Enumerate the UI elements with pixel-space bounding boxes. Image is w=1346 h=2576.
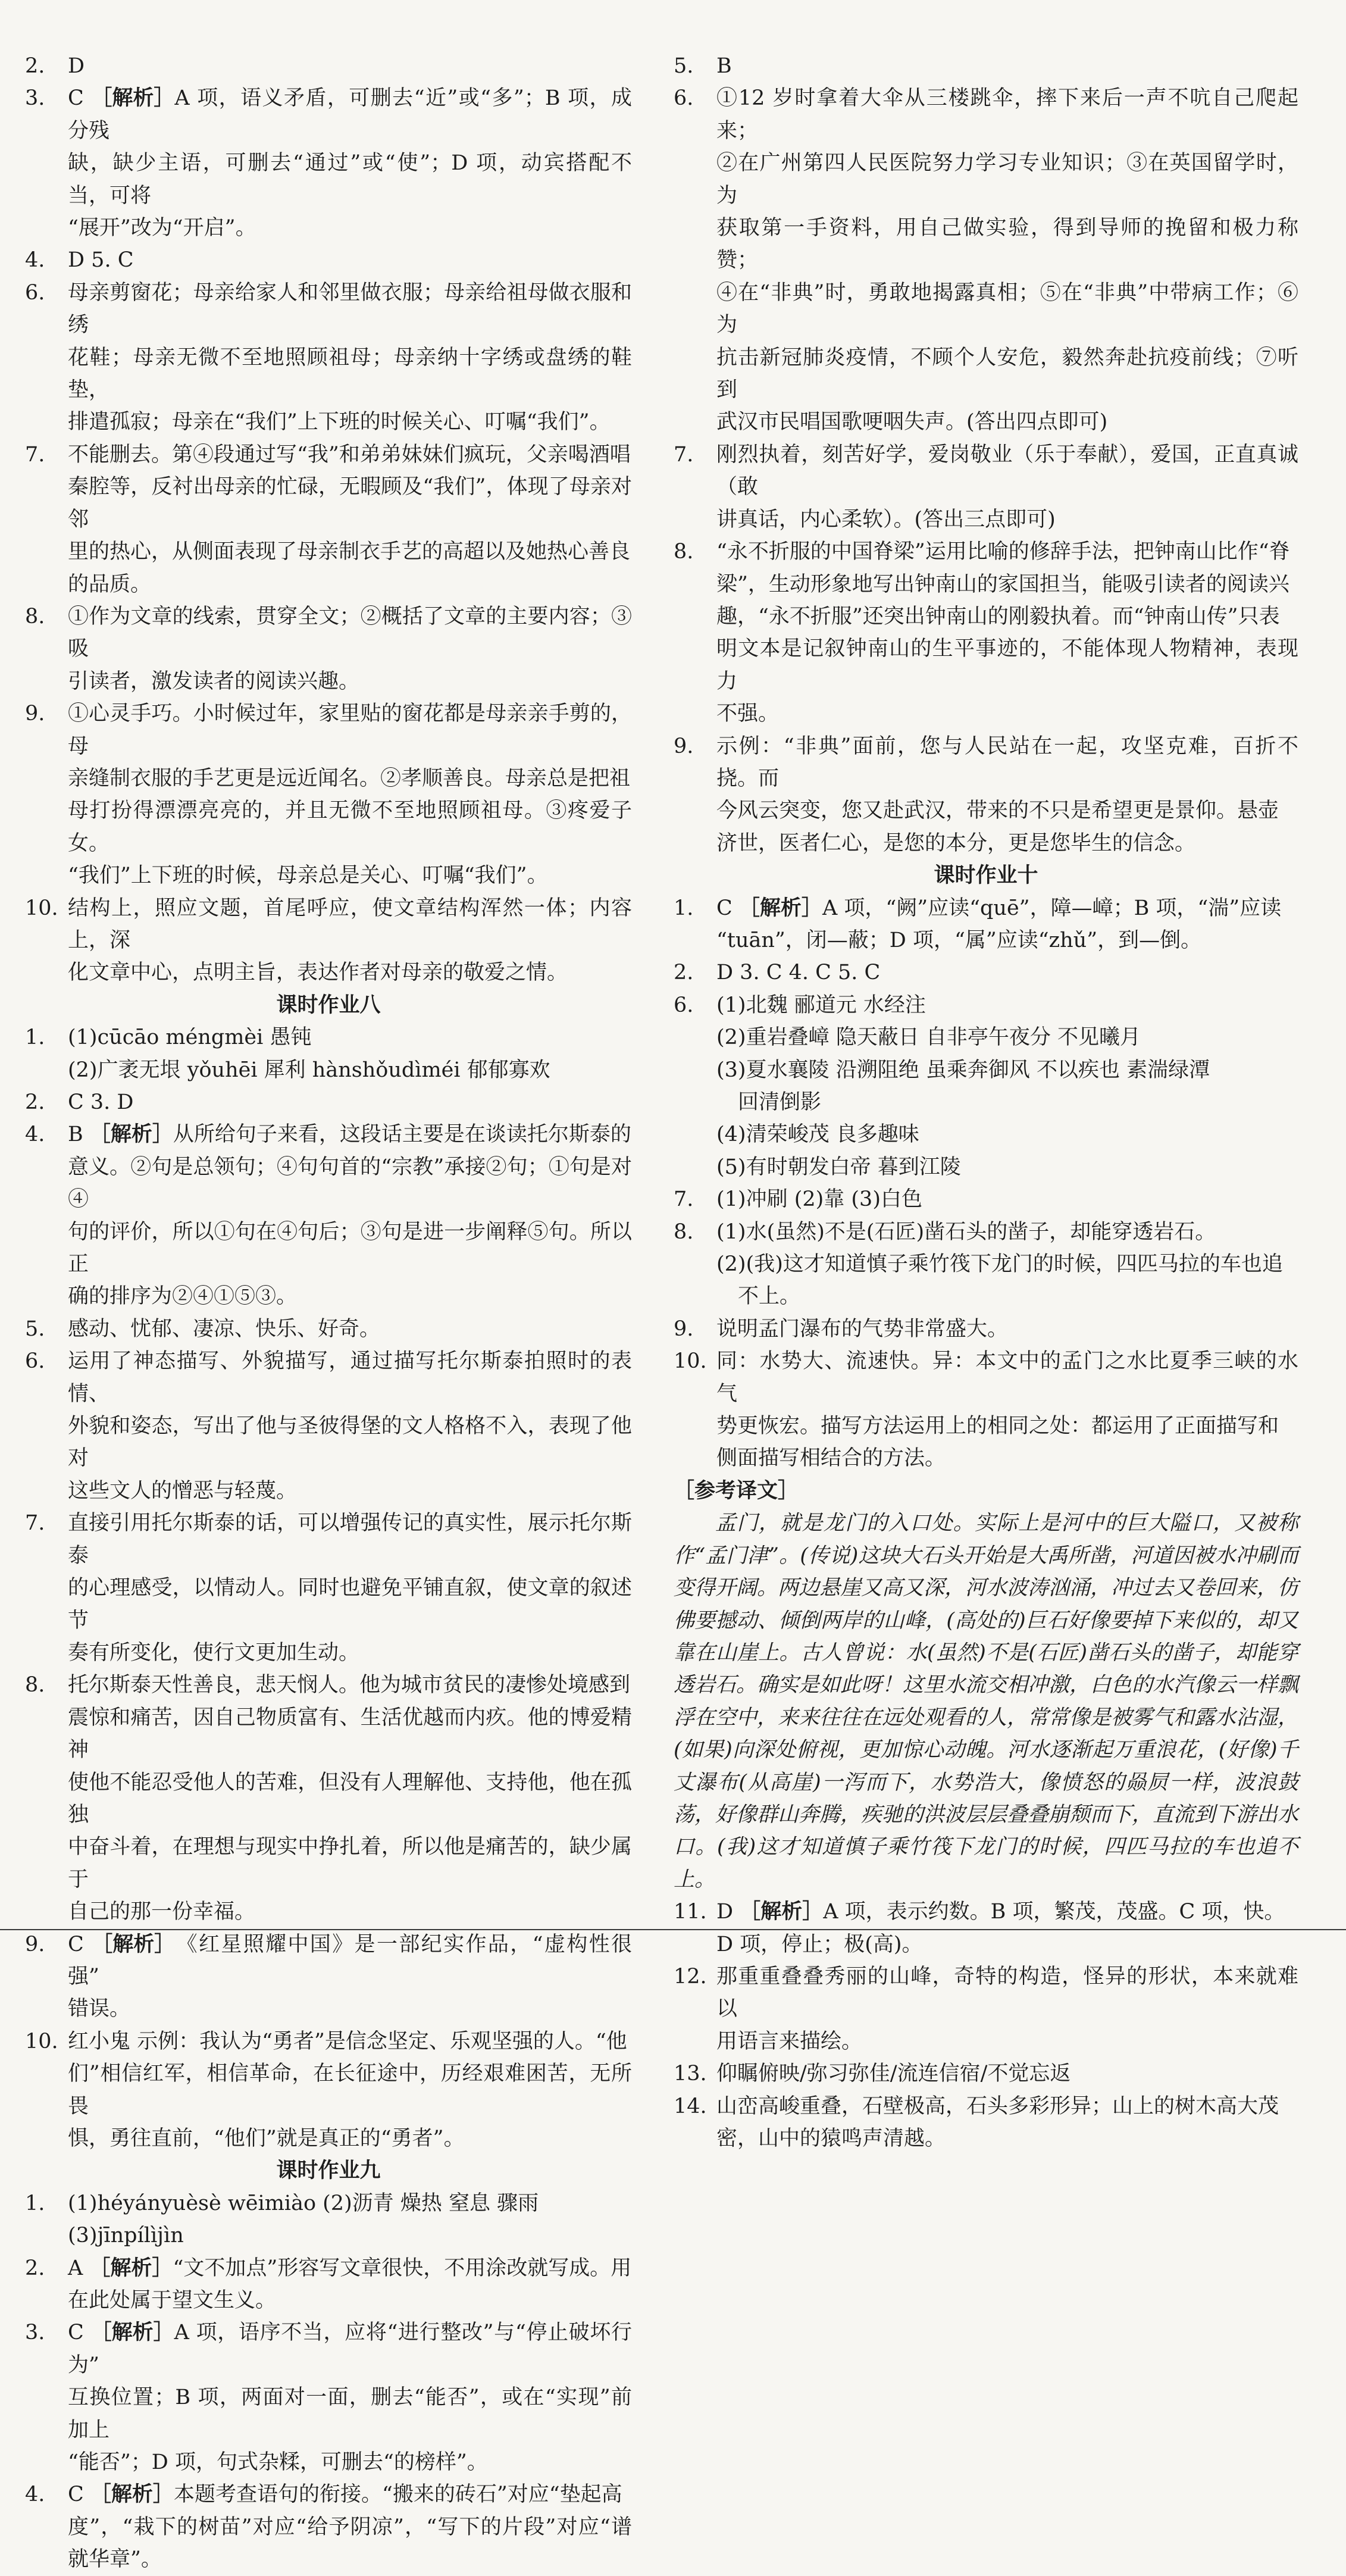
answer-item — [25, 892, 632, 957]
answer-text: 使他不能忍受他人的苦难，但没有人理解他、支持他，他在孤独 — [68, 1770, 632, 1827]
answer-item — [674, 892, 1298, 924]
answer-choice: B — [68, 1123, 83, 1147]
item-number: 6. — [674, 993, 694, 1017]
analysis-tag: ［解析］ — [738, 896, 822, 920]
answer-text: 武汉市民唱国歌哽咽失声。(答出四点即可) — [716, 410, 1108, 434]
item-number: 3. — [25, 86, 45, 111]
answer-choice: C — [68, 86, 84, 111]
analysis-tag: ［解析］ — [90, 2321, 174, 2345]
answer-text: 错误。 — [68, 1997, 131, 2021]
answer-item — [674, 1313, 1298, 1345]
item-number: 4. — [25, 2483, 45, 2507]
answer-item — [25, 2025, 632, 2058]
answer-item — [25, 277, 632, 342]
answer-text: 震惊和痛苦，因自己物质富有、生活优越而内疚。他的博爱精神 — [68, 1705, 632, 1762]
answer-choice: C — [716, 896, 733, 920]
reference-translation-heading: ［参考译文］ — [674, 1478, 799, 1503]
answer-text: (2)(我)这才知道慎子乘竹筏下龙门的时候，四匹马拉的车也追 — [716, 1252, 1283, 1277]
answer-text: 不强。 — [716, 702, 780, 726]
answer-text: 惧，勇往直前，“他们”就是真正的“勇者”。 — [68, 2127, 465, 2150]
answer-text: 红小鬼 示例：我认为“勇者”是信念坚定、乐观坚强的人。“他 — [68, 2029, 627, 2053]
item-number: 5. — [25, 1317, 45, 1341]
answer-item — [674, 50, 1298, 82]
answer-text: (4)清荣峻茂 良多趣味 — [716, 1123, 919, 1147]
answer-text: 济世，医者仁心，是您的本分，更是您毕生的信念。 — [716, 831, 1196, 855]
answer-item — [25, 1118, 632, 1151]
analysis-tag: ［解析］ — [89, 1123, 173, 1147]
item-number: 10. — [674, 1349, 707, 1374]
item-number: 11. — [674, 1900, 707, 1924]
answer-text: 不上。 — [738, 1284, 801, 1309]
answer-text: “展开”改为“开启”。 — [68, 216, 256, 240]
item-number: 4. — [25, 248, 45, 273]
answer-item — [674, 956, 1298, 989]
answer-text: D 5. C — [68, 248, 134, 273]
answer-text: (5)有时朝发白帝 暮到江陵 — [716, 1155, 961, 1179]
answer-text: 句的评价，所以①句在④句后；③句是进一步阐释⑤句。所以正 — [68, 1220, 632, 1277]
answer-text: 托尔斯泰天性善良，悲天悯人。他为城市贫民的凄惨处境感到 — [68, 1673, 631, 1697]
answer-text: 明文本是记叙钟南山的生平事迹的，不能体现人物精神，表现力 — [716, 637, 1298, 693]
item-number: 1. — [25, 2191, 45, 2215]
answer-text: D — [68, 54, 85, 78]
item-number: 1. — [25, 1026, 45, 1050]
analysis-tag: ［解析］ — [90, 2483, 174, 2507]
answer-item — [25, 439, 632, 471]
right-column — [674, 50, 1298, 2155]
answer-item — [674, 1896, 1298, 1928]
item-number: 6. — [25, 280, 45, 305]
answer-text: 结构上，照应文题，首尾呼应，使文章结构浑然一体；内容上，深 — [68, 896, 632, 952]
answer-text: 那重重叠叠秀丽的山峰，奇特的构造，怪异的形状，本来就难以 — [716, 1964, 1298, 2021]
left-column — [25, 50, 632, 2576]
analysis-tag: ［解析］ — [89, 2256, 173, 2280]
answer-text: 示例：“非典”面前，您与人民站在一起，攻坚克难，百折不挠。而 — [716, 734, 1298, 790]
answer-text: 同：水势大、流速快。异：本文中的孟门之水比夏季三峡的水气 — [716, 1349, 1298, 1406]
answer-text: (3)夏水襄陵 沿溯阻绝 虽乘奔御风 不以疾也 素湍绿潭 — [716, 1058, 1210, 1082]
answer-item — [25, 1345, 632, 1410]
answer-text: (1)冲刷 (2)靠 (3)白色 — [716, 1187, 922, 1212]
answer-text: (1)水(虽然)不是(石匠)凿石头的凿子，却能穿透岩石。 — [716, 1220, 1216, 1244]
answer-text: ②在广州第四人民医院努力学习专业知识；③在英国留学时，为 — [716, 151, 1298, 208]
answer-text: 回清倒影 — [738, 1090, 822, 1114]
answer-item — [674, 1216, 1298, 1248]
answer-text: A 项，语义矛盾，可删去“近”或“多”；B 项，成分残 — [68, 86, 632, 143]
answer-item — [674, 730, 1298, 795]
item-number: 6. — [25, 1349, 45, 1374]
answer-text: 排遣孤寂；母亲在“我们”上下班的时候关心、叮嘱“我们”。 — [68, 410, 611, 434]
answer-text: 母亲剪窗花；母亲给家人和邻里做衣服；母亲给祖母做衣服和绣 — [68, 280, 632, 337]
item-number: 12. — [674, 1964, 707, 1989]
item-number: 2. — [674, 961, 694, 985]
answer-text: A 项，“阙”应读“quē”，障—嶂；B 项，“湍”应读 — [822, 896, 1282, 920]
item-number: 9. — [25, 1932, 45, 1956]
answer-text: 势更恢宏。描写方法运用上的相同之处：都运用了正面描写和 — [716, 1414, 1279, 1439]
analysis-tag: ［解析］ — [740, 1900, 824, 1924]
answer-text: 讲真话，内心柔软）。(答出三点即可) — [716, 507, 1056, 532]
answer-item — [25, 82, 632, 147]
answer-text: 《红星照耀中国》是一部纪实作品，“虚构性很强” — [68, 1932, 632, 1989]
answer-text: 们”相信红军，相信革命，在长征途中，历经艰难困苦，无所畏 — [68, 2062, 632, 2118]
answer-text: “永不折服的中国脊梁”运用比喻的修辞手法，把钟南山比作“脊 — [716, 540, 1290, 564]
answer-item — [674, 2090, 1298, 2122]
answer-text: ①作为文章的线索，贯穿全文；②概括了文章的主要内容；③吸 — [68, 604, 632, 661]
item-number: 2. — [25, 1090, 45, 1114]
answer-text: 这些文人的憎恶与轻蔑。 — [68, 1478, 298, 1503]
item-number: 7. — [674, 1187, 694, 1212]
answer-text: 感动、忧郁、凄凉、快乐、好奇。 — [68, 1317, 381, 1341]
answer-text: 抗击新冠肺炎疫情，不顾个人安危，毅然奔赴抗疫前线；⑦听到 — [716, 345, 1298, 402]
answer-text: 的心理感受，以情动人。同时也避免平铺直叙，使文章的叙述节 — [68, 1576, 632, 1633]
answer-text: (2)重岩叠嶂 隐天蔽日 自非亭午夜分 不见曦月 — [716, 1026, 1141, 1050]
answer-text: 刚烈执着，刻苦好学，爱岗敬业（乐于奉献），爱国，正直真诚（敢 — [716, 442, 1298, 499]
answer-item — [674, 2058, 1298, 2090]
analysis-tag: ［解析］ — [91, 86, 175, 111]
answer-text: 花鞋；母亲无微不至地照顾祖母；母亲纳十字绣或盘绣的鞋垫， — [68, 345, 632, 402]
answer-text: 侧面描写相结合的方法。 — [716, 1446, 946, 1471]
answer-item — [674, 82, 1298, 147]
answer-text: 引读者，激发读者的阅读兴趣。 — [68, 669, 360, 693]
answer-text: 不能删去。第④段通过写“我”和弟弟妹妹们疯玩，父亲喝酒唱 — [68, 442, 631, 467]
answer-text: (1)cūcāo méngmèi 愚钝 — [68, 1026, 312, 1050]
item-number: 6. — [674, 86, 694, 111]
answer-text: 里的热心，从侧面表现了母亲制衣手艺的高超以及她热心善良 — [68, 540, 631, 564]
answer-item — [25, 698, 632, 762]
answer-text: 运用了神态描写、外貌描写，通过描写托尔斯泰拍照时的表情、 — [68, 1349, 632, 1406]
item-number: 8. — [25, 604, 45, 629]
answer-text: (2)广袤无垠 yǒuhēi 犀利 hànshǒudìméi 郁郁寡欢 — [68, 1058, 550, 1082]
answer-item — [25, 1086, 632, 1118]
answer-text: 从所给句子来看，这段话主要是在谈读托尔斯泰的 — [173, 1123, 631, 1147]
answer-item — [25, 244, 632, 276]
answer-text: 密，山中的猿鸣声清越。 — [716, 2127, 946, 2150]
answer-text: 的品质。 — [68, 572, 152, 596]
answer-text: 在此处属于望文生义。 — [68, 2289, 277, 2313]
answer-text: 母打扮得漂漂亮亮的，并且无微不至地照顾祖母。③疼爱子女。 — [68, 799, 632, 855]
item-number: 1. — [674, 896, 694, 920]
answer-item — [674, 536, 1298, 568]
answer-text: C 3. D — [68, 1090, 134, 1114]
item-number: 8. — [25, 1673, 45, 1697]
answer-text: 度”，“栽下的树苗”对应“给予阴凉”，“写下的片段”对应“谱就华章”。 — [68, 2515, 632, 2572]
item-number: 10. — [25, 2029, 58, 2053]
answer-text: 意义。②句是总领句；④句句首的“宗教”承接②句；①句是对④ — [68, 1155, 632, 1212]
reference-translation-text: 孟门，就是龙门的入口处。实际上是河中的巨大隘口，又被称作“孟门津”。(传说)这块大石头开始是大禹所凿，河道因被水冲刷而变得开阔。两边悬崖又高又深，河水波涛汹涌，冲过去又卷回来，仿佛要撼动、倾倒两岸的山峰，(高处的)巨石好像要掉下来似的，却又靠在山崖上。古人曾说：水(虽然)不是(石匠)凿石头的凿子，却能穿透岩石。确实是如此呀！这里水流交相冲激，白色的水汽像云一样飘浮在空中，来来往往在远处观看的人，常常像是被雾气和露水沾湿，(如果)向深处俯视，更加惊心动魄。河水逐渐起万重浪花，(好像)千丈瀑布(从高崖)一泻而下，水势浩大，像愤怒的赑屃一样，波浪鼓荡，好像群山奔腾，疾驰的洪波层层叠叠崩颓而下，直流到下游出水口。(我)这才知道慎子乘竹筏下龙门的时候，四匹马拉的车也追不上。 — [674, 1511, 1299, 1892]
answer-text: 用语言来描绘。 — [716, 2029, 863, 2053]
answer-text: “我们”上下班的时候，母亲总是关心、叮嘱“我们”。 — [68, 864, 548, 888]
answer-text: 中奋斗着，在理想与现实中挣扎着，所以他是痛苦的，缺少属于 — [68, 1835, 632, 1892]
item-number: 7. — [25, 1511, 45, 1536]
answer-text: “文不加点”形容写文章很快，不用涂改就写成。用 — [173, 2256, 632, 2280]
item-number: 7. — [674, 442, 694, 467]
item-number: 4. — [25, 1123, 45, 1147]
answer-item — [25, 1669, 632, 1701]
answer-choice: D — [716, 1900, 734, 1924]
answer-text: A 项，表示约数。B 项，繁茂，茂盛。C 项，快。 — [823, 1900, 1285, 1924]
answer-text: 奏有所变化，使行文更加生动。 — [68, 1640, 360, 1665]
answer-item — [674, 439, 1298, 504]
answer-text: 今风云突变，您又赴武汉，带来的不只是希望更是景仰。悬壶 — [716, 799, 1279, 823]
answer-text: 趣，“永不折服”还突出钟南山的刚毅执着。而“钟南山传”只表 — [716, 604, 1280, 629]
answer-text: 互换位置；B 项，两面对一面，删去“能否”，或在“实现”前加上 — [68, 2386, 632, 2442]
answer-item — [25, 1928, 632, 1993]
answer-item — [25, 1313, 632, 1345]
answer-text: 直接引用托尔斯泰的话，可以增强传记的真实性，展示托尔斯泰 — [68, 1511, 632, 1568]
answer-choice: C — [68, 2483, 84, 2507]
item-number: 3. — [25, 2321, 45, 2345]
answer-item — [674, 1183, 1298, 1215]
answer-text: 山峦高峻重叠，石壁极高，石头多彩形异；山上的树木高大茂 — [716, 2094, 1279, 2118]
answer-item — [674, 989, 1298, 1021]
answer-item — [25, 50, 632, 82]
item-number: 9. — [25, 702, 45, 726]
item-number: 9. — [674, 1317, 694, 1341]
answer-item — [25, 2316, 632, 2381]
answer-item — [674, 1345, 1298, 1410]
item-number: 5. — [674, 54, 694, 78]
answer-text: D 项，停止；极(高)。 — [716, 1932, 923, 1956]
item-number: 14. — [674, 2094, 707, 2118]
answer-text: 化文章中心，点明主旨，表达作者对母亲的敬爱之情。 — [68, 961, 568, 985]
answer-text: ④在“非典”时，勇敢地揭露真相；⑤在“非典”中带病工作；⑥为 — [716, 280, 1298, 337]
item-number: 8. — [674, 1220, 694, 1244]
answer-item — [25, 2478, 632, 2511]
answer-text: D 3. C 4. C 5. C — [716, 961, 881, 985]
answer-text: 说明孟门瀑布的气势非常盛大。 — [716, 1317, 1009, 1341]
analysis-tag: ［解析］ — [92, 1932, 176, 1956]
answer-text: (1)héyányuèsè wēimiào (2)沥青 燥热 窒息 骤雨 — [68, 2191, 539, 2215]
answer-item — [25, 1507, 632, 1572]
answer-text: (3)jīnpílìjìn — [68, 2224, 184, 2248]
item-number: 10. — [25, 896, 58, 920]
answer-text: 秦腔等，反衬出母亲的忙碌，无暇顾及“我们”，体现了母亲对邻 — [68, 475, 632, 532]
answer-item — [25, 2252, 632, 2284]
section-title: 课时作业九 — [276, 2159, 381, 2183]
answer-text: B — [716, 54, 732, 78]
answer-text: 确的排序为②④①⑤③。 — [68, 1284, 298, 1309]
answer-text: 缺，缺少主语，可删去“通过”或“使”；D 项，动宾搭配不当，可将 — [68, 151, 632, 208]
item-number: 2. — [25, 2256, 45, 2280]
section-title: 课时作业十 — [934, 864, 1038, 888]
answer-item — [25, 601, 632, 665]
item-number: 8. — [674, 540, 694, 564]
answer-item — [25, 1021, 632, 1053]
answer-text: 本题考查语句的衔接。“搬来的砖石”对应“垫起高 — [173, 2483, 622, 2507]
item-number: 9. — [674, 734, 694, 758]
answer-text: ①12 岁时拿着大伞从三楼跳伞，摔下来后一声不吭自己爬起来； — [716, 86, 1298, 143]
footer-rule — [0, 1929, 1346, 1930]
section-title: 课时作业八 — [276, 993, 381, 1017]
answer-text: 亲缝制衣服的手艺更是远近闻名。②孝顺善良。母亲总是把祖 — [68, 766, 631, 790]
answer-text: “tuān”，闭—蔽；D 项，“属”应读“zhǔ”，到—倒。 — [716, 928, 1202, 952]
answer-text: 自己的那一份幸福。 — [68, 1900, 256, 1924]
answer-text: 梁”，生动形象地写出钟南山的家国担当，能吸引读者的阅读兴 — [716, 572, 1289, 596]
answer-item — [25, 2187, 632, 2219]
item-number: 7. — [25, 442, 45, 467]
answer-text: “能否”；D 项，句式杂糅，可删去“的榜样”。 — [68, 2450, 488, 2475]
answer-text: 外貌和姿态，写出了他与圣彼得堡的文人格格不入，表现了他对 — [68, 1414, 632, 1471]
answer-text: 获取第一手资料，用自己做实验，得到导师的挽留和极力称赞； — [716, 216, 1298, 273]
answer-text: (1)北魏 郦道元 水经注 — [716, 993, 926, 1017]
item-number: 13. — [674, 2062, 707, 2086]
answer-item — [674, 1961, 1298, 2025]
answer-text: ①心灵手巧。小时候过年，家里贴的窗花都是母亲亲手剪的，母 — [68, 702, 632, 758]
answer-text: A 项，语序不当，应将“进行整改”与“停止破坏行为” — [68, 2321, 632, 2377]
item-number: 2. — [25, 54, 45, 78]
answer-choice: C — [68, 2321, 84, 2345]
answer-choice: A — [68, 2256, 83, 2280]
answer-choice: C — [68, 1932, 84, 1956]
answer-text: 仰瞩俯映/弥习弥佳/流连信宿/不觉忘返 — [716, 2062, 1071, 2086]
